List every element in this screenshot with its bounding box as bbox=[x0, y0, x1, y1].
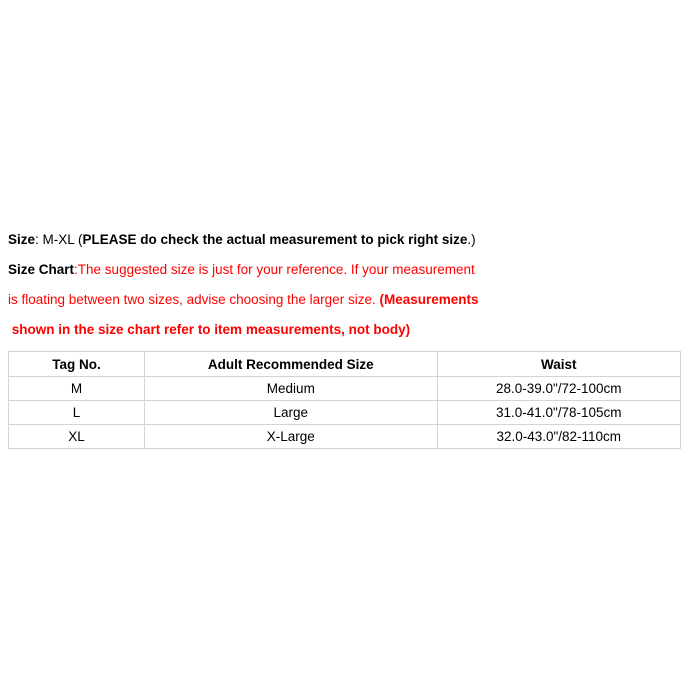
table-header-row bbox=[9, 352, 681, 377]
waist-cell: 31.0-41.0"/78-105cm bbox=[437, 401, 680, 425]
size-chart-note-1: The suggested size is just for your reference. If your measurement bbox=[77, 262, 475, 277]
tag-cell: XL bbox=[9, 425, 145, 449]
measurements-note-1: (Measurements bbox=[379, 292, 479, 307]
size-value: M-XL ( bbox=[42, 232, 83, 247]
header-adult-recommended-size: Adult Recommended Size bbox=[145, 352, 437, 377]
waist-cell: 28.0-39.0"/72-100cm bbox=[437, 377, 680, 401]
table-row bbox=[9, 401, 681, 425]
size-chart-colon: : bbox=[74, 262, 78, 277]
size-chart-label: Size Chart bbox=[8, 262, 75, 277]
size-label: Size bbox=[8, 232, 36, 247]
size-separator: : bbox=[35, 232, 43, 247]
please-check-text: PLEASE do check the actual measurement to pick right size bbox=[82, 232, 468, 247]
size-advice-line bbox=[8, 290, 698, 320]
measurements-note-2: shown in the size chart refer to item measurements, not body) bbox=[11, 322, 411, 337]
size-line bbox=[8, 230, 698, 260]
table-row bbox=[9, 425, 681, 449]
waist-cell: 32.0-43.0"/82-110cm bbox=[437, 425, 680, 449]
tag-cell: M bbox=[9, 377, 145, 401]
size-line-tail: .) bbox=[467, 232, 476, 247]
measurements-line bbox=[8, 320, 698, 350]
size-chart-table bbox=[8, 351, 681, 449]
size-cell: Medium bbox=[145, 377, 437, 401]
size-notes bbox=[8, 230, 698, 350]
header-waist: Waist bbox=[437, 352, 680, 377]
size-chart-line bbox=[8, 260, 698, 290]
table-row bbox=[9, 377, 681, 401]
size-chart-note-2: is floating between two sizes, advise choosing the larger size. bbox=[8, 292, 376, 307]
tag-cell: L bbox=[9, 401, 145, 425]
size-cell: X-Large bbox=[145, 425, 437, 449]
size-cell: Large bbox=[145, 401, 437, 425]
header-tag-no: Tag No. bbox=[9, 352, 145, 377]
